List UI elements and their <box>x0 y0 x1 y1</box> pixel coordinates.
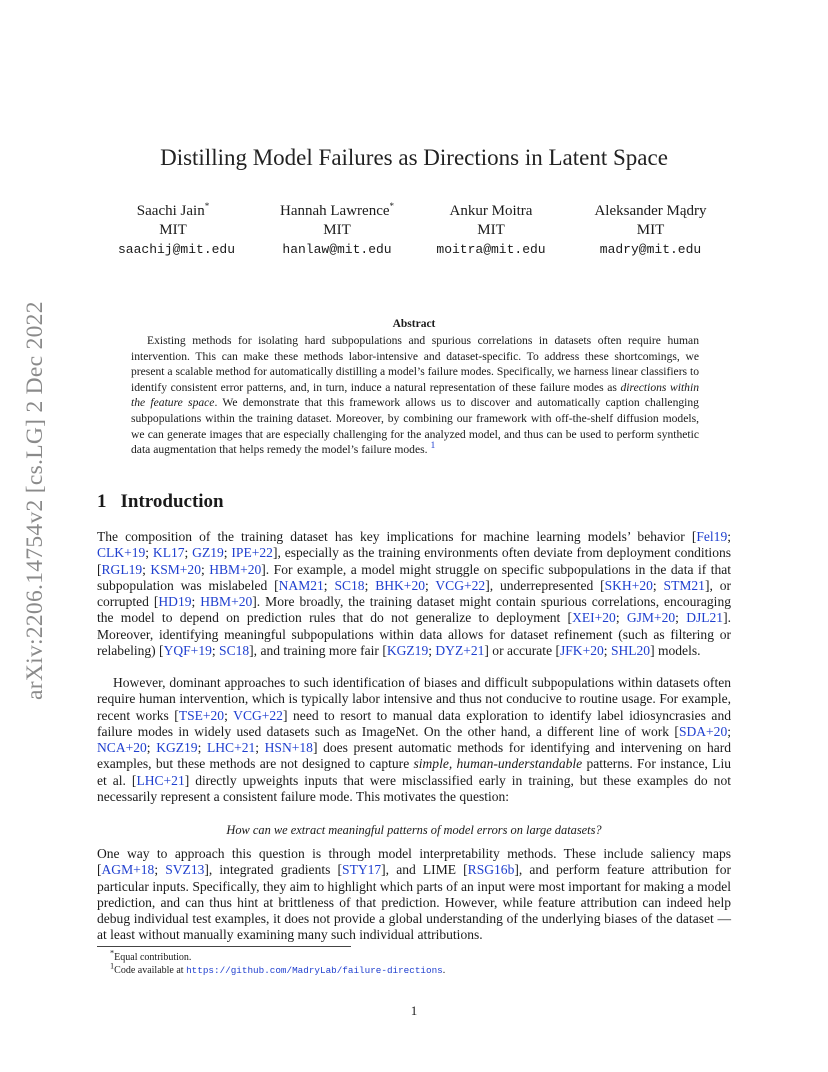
text-run: ]. More broadly, the training dataset might contain spurious correlations, encouraging the model to depend on prediction rules that do not generalize to deployment [ <box>97 594 731 626</box>
citation-link[interactable]: CLK+19 <box>97 545 146 561</box>
text-run: ; <box>142 561 151 577</box>
text-run: ; <box>224 707 234 723</box>
paragraph <box>97 846 731 944</box>
author-affiliation: MIT <box>636 222 665 238</box>
author-block <box>426 202 556 259</box>
citation-link[interactable]: LHC+21 <box>206 740 256 755</box>
research-question: How can we extract meaningful patterns of model errors on large datasets? <box>226 823 602 837</box>
footnote <box>110 948 192 964</box>
citation-link[interactable]: KGZ19 <box>386 642 429 658</box>
abstract-text <box>131 333 699 458</box>
citation-link[interactable]: GZ19 <box>192 545 224 561</box>
author-affiliation: MIT <box>323 222 351 238</box>
citation-link[interactable]: STY17 <box>342 862 382 878</box>
citation-link[interactable]: TSE+20 <box>178 707 225 723</box>
paragraph <box>97 529 731 659</box>
footnote-link[interactable]: 1 <box>430 440 436 452</box>
text-run: ; <box>364 577 376 593</box>
abstract-emphasis: directions within the feature space <box>131 380 700 410</box>
text-run: ], and perform feature attribution for particular inputs. Specifically, they aim to highlight which parts of an input were most important for making a model prediction, and can thus hint at brittleness of that prediction. However, while feature attribution can indeed help debug individual test examples, it does not provide a global understanding of the underlying biases of the dataset — at least without manually examining many such individual attributions. <box>97 862 731 943</box>
citation-link[interactable]: SDA+20 <box>678 723 728 739</box>
text-run: ] does present automatic methods for identifying and intervening on hard examples, but these methods are not designed to capture <box>97 740 732 772</box>
citation-link[interactable]: IPE+22 <box>231 545 273 561</box>
page-number: 1 <box>410 1003 418 1018</box>
text-run: One way to approach this question is through model interpretability methods. These include saliency maps [ <box>97 846 731 878</box>
text-run: ]. Moreover, identifying meaningful subpopulations within data allows for dataset refinement (such as filtering or relabeling) [ <box>97 610 731 658</box>
text-run: ] or accurate [ <box>484 642 560 658</box>
citation-link[interactable]: SKH+20 <box>604 577 653 593</box>
text-run: ; <box>197 740 207 755</box>
text-run: ; <box>675 610 687 626</box>
author-name: Ankur Moitra <box>449 203 533 219</box>
text-run: ; <box>615 610 627 626</box>
author-email: madry@mit.edu <box>599 242 702 257</box>
text-run: ]. For example, a model might struggle on specific subpopulations in the data if that subpopulation was mislabeled [ <box>97 561 732 593</box>
text-run: ; <box>727 529 731 544</box>
footnote-text: Code available at <box>114 965 187 976</box>
citation-link[interactable]: HBM+20 <box>209 561 262 577</box>
citation-link[interactable]: SVZ13 <box>165 862 205 878</box>
footnote-mark: 1 <box>110 961 115 971</box>
citation-link[interactable]: SC18 <box>219 642 250 658</box>
text-run: ; <box>727 723 731 739</box>
text-run: ], underrepresented [ <box>485 577 605 593</box>
text-run: ], integrated gradients [ <box>204 862 343 878</box>
citation-link[interactable]: Fel19 <box>696 529 728 544</box>
citation-link[interactable]: LHC+21 <box>136 772 185 788</box>
text-run: ] directly upweights inputs that were misclassified early in training, but these examples do not necessarily represent a consistent failure mode. This motivates the question: <box>97 772 731 804</box>
author-affiliation: MIT <box>477 222 505 238</box>
author-mark: * <box>389 201 395 211</box>
text-run: ; <box>652 577 664 593</box>
text-run: ; <box>211 642 220 658</box>
author-block <box>573 202 728 259</box>
footnote <box>110 961 446 977</box>
citation-link[interactable]: KL17 <box>152 545 185 561</box>
text-run: ], and LIME [ <box>381 862 468 878</box>
paper-title: Distilling Model Failures as Directions in Latent Space <box>160 145 668 170</box>
footnote-end: . <box>442 965 446 976</box>
text-run: ; <box>154 862 166 878</box>
citation-link[interactable]: BHK+20 <box>375 577 425 593</box>
citation-link[interactable]: STM21 <box>663 577 705 593</box>
paragraph <box>97 675 731 805</box>
text-run: ], and training more fair [ <box>249 642 387 658</box>
text-run: ; <box>603 642 611 658</box>
text-run: ; <box>200 561 210 577</box>
author-mark: * <box>204 201 210 211</box>
citation-link[interactable]: JFK+20 <box>560 642 604 658</box>
citation-link[interactable]: DYZ+21 <box>435 642 485 658</box>
author-email: saachij@mit.edu <box>118 242 236 257</box>
author-email: moitra@mit.edu <box>436 242 546 257</box>
emphasis-text: simple, human-understandable <box>413 756 583 772</box>
citation-link[interactable]: SC18 <box>334 577 365 593</box>
text-run: ] models. <box>650 642 701 658</box>
section-title: Introduction <box>120 491 224 512</box>
citation-link[interactable]: RSG16b <box>467 862 515 878</box>
citation-link[interactable]: VCG+22 <box>233 707 283 723</box>
text-run: ; <box>191 594 201 609</box>
text-run: However, dominant approaches to such identification of biases and difficult subpopulations within datasets often require human intervention, which is typically labor intensive and thus not conducive to routine usage. For example, recent works [ <box>97 675 731 723</box>
citation-link[interactable]: KGZ19 <box>156 740 198 755</box>
citation-link[interactable]: AGM+18 <box>101 862 155 878</box>
citation-link[interactable]: HBM+20 <box>200 594 253 609</box>
section-number: 1 <box>97 491 107 512</box>
citation-link[interactable]: SHL20 <box>610 642 651 658</box>
author-name: Aleksander Mądry <box>594 203 707 219</box>
text-run: ; <box>255 740 265 755</box>
author-block <box>118 201 236 259</box>
footnote-mark: * <box>110 948 115 958</box>
author-email: hanlaw@mit.edu <box>282 242 392 257</box>
text-run: ] need to resort to manual data exploration to identify label idiosyncrasies and failure modes in widely used datasets such as ImageNet. On the other hand, a different line of work [ <box>97 707 731 739</box>
citation-link[interactable]: DJL21 <box>686 610 724 626</box>
author-name: Hannah Lawrence <box>279 203 390 219</box>
citation-link[interactable]: YQF+19 <box>163 642 212 658</box>
author-block <box>262 202 412 259</box>
citation-link[interactable]: VCG+22 <box>435 577 486 593</box>
citation-link[interactable]: RGL19 <box>101 561 143 577</box>
citation-link[interactable]: NCA+20 <box>97 740 147 755</box>
citation-link[interactable]: HSN+18 <box>264 740 313 755</box>
citation-link[interactable]: GJM+20 <box>626 610 676 626</box>
text-run: ; <box>425 577 436 593</box>
footnote-divider <box>97 946 351 947</box>
text-run: ], or corrupted [ <box>97 577 732 609</box>
text-run: ; <box>323 577 335 593</box>
author-affiliation: MIT <box>159 222 187 238</box>
abstract-text-part: . We demonstrate that this framework allows us to discover and automatically caption challenging subpopulations within the training dataset. Moreover, by combining our framework with off-the-shelf diffusion models, we can generate images that are especially challenging for the analyzed model, and thus can be used to perform synthetic data augmentation that helps remedy the model’s failure modes. <box>131 396 699 457</box>
text-run: patterns. For instance, Liu et al. [ <box>97 756 731 788</box>
abstract-heading: Abstract <box>392 318 436 330</box>
citation-link[interactable]: KSM+20 <box>150 561 201 577</box>
author-name: Saachi Jain <box>136 203 205 219</box>
text-run: The composition of the training dataset has key implications for machine learning models’ behavior [ <box>97 529 697 544</box>
text-run: ; <box>184 545 193 561</box>
code-url-link[interactable]: https://github.com/MadryLab/failure-directions <box>186 965 443 976</box>
text-run: ; <box>223 545 232 561</box>
citation-link[interactable]: NAM21 <box>278 577 324 593</box>
citation-link[interactable]: XEI+20 <box>572 610 616 626</box>
footnote-text: Equal contribution. <box>114 952 192 963</box>
text-run: ; <box>145 545 153 561</box>
abstract-text-part: Existing methods for isolating hard subpopulations and spurious correlations in datasets often require human intervention. This can make these methods labor-intensive and dataset-specific. To address these shortcomings, we present a scalable method for automatically distilling a model’s failure modes. Specifically, we harness linear classifiers to identify consistent error patterns, and, in turn, induce a natural representation of these failure modes as <box>131 334 699 394</box>
section-heading <box>97 491 224 513</box>
text-run: ], especially as the training environments often deviate from deployment conditions [ <box>97 545 732 577</box>
citation-link[interactable]: HD19 <box>158 594 192 609</box>
arxiv-identifier: arXiv:2206.14754v2 [cs.LG] 2 Dec 2022 <box>22 301 48 700</box>
text-run: ; <box>428 642 436 658</box>
text-run: ; <box>146 740 157 755</box>
